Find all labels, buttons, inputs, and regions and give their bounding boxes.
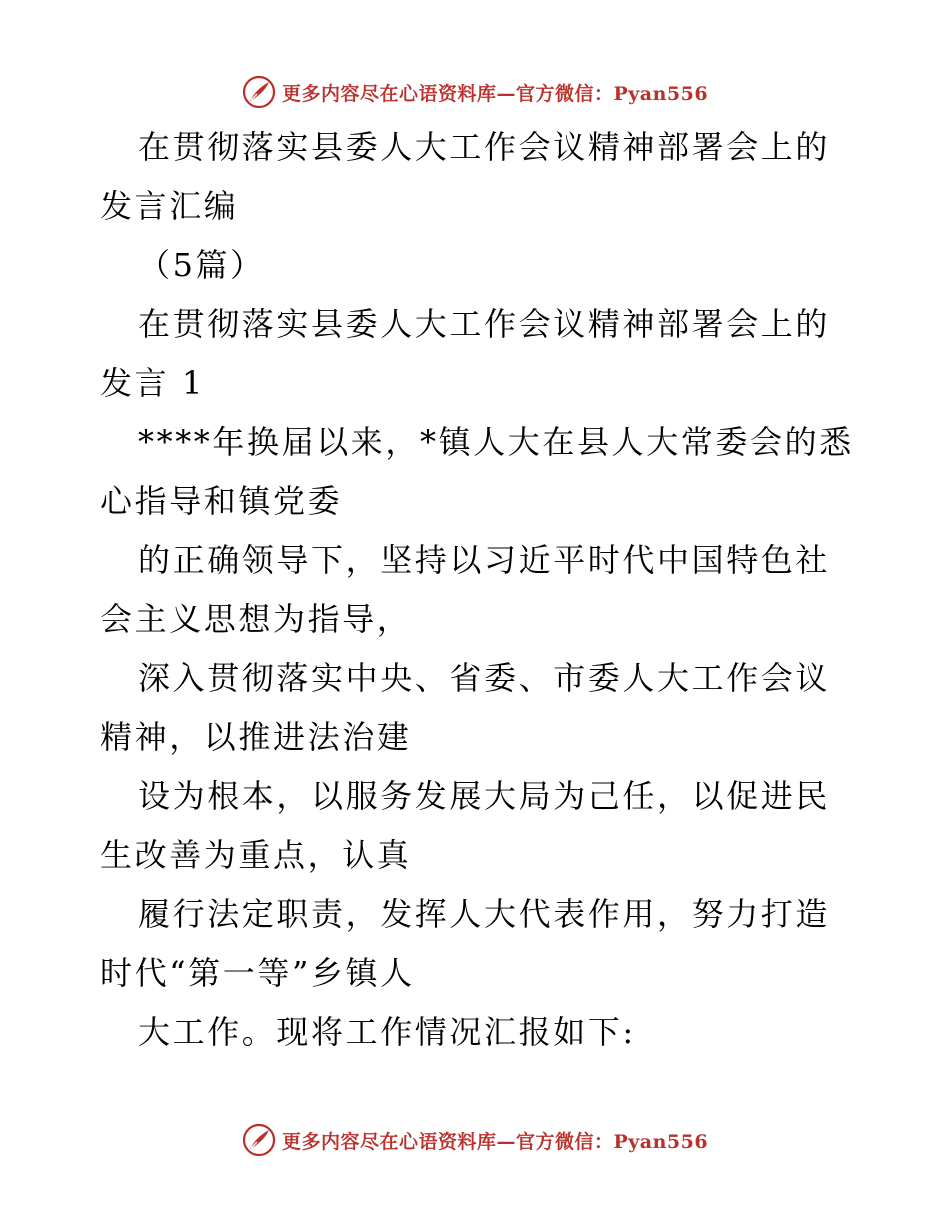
quill-pen-logo-icon — [242, 75, 276, 109]
paragraph: 深入贯彻落实中央、省委、市委人大工作会议精神，以推进法治建 — [100, 659, 831, 756]
paragraph: ****年换届以来，*镇人大在县人大常委会的悉心指导和镇党委 — [100, 423, 854, 520]
document-title: 在贯彻落实县委人大工作会议精神部署会上的发言汇编 — [100, 128, 831, 225]
watermark-text: 更多内容尽在心语资料库—官方微信：Pyan556 — [281, 82, 709, 105]
speech-title: 在贯彻落实县委人大工作会议精神部署会上的发言 1 — [100, 305, 831, 402]
paragraph: 的正确领导下，坚持以习近平时代中国特色社会主义思想为指导， — [100, 541, 831, 638]
watermark-text: 更多内容尽在心语资料库—官方微信：Pyan556 — [281, 1130, 709, 1153]
quill-pen-logo-icon — [242, 1123, 276, 1157]
paragraph: 履行法定职责，发挥人大代表作用，努力打造时代“第一等”乡镇人 — [100, 895, 831, 992]
document-body — [100, 118, 860, 1062]
paragraph: 设为根本，以服务发展大局为己任，以促进民生改善为重点，认真 — [100, 777, 831, 874]
header-watermark — [0, 72, 950, 112]
paragraph: 大工作。现将工作情况汇报如下: — [138, 1013, 636, 1051]
footer-watermark — [0, 1120, 950, 1160]
document-subtitle: （5篇） — [138, 246, 265, 284]
